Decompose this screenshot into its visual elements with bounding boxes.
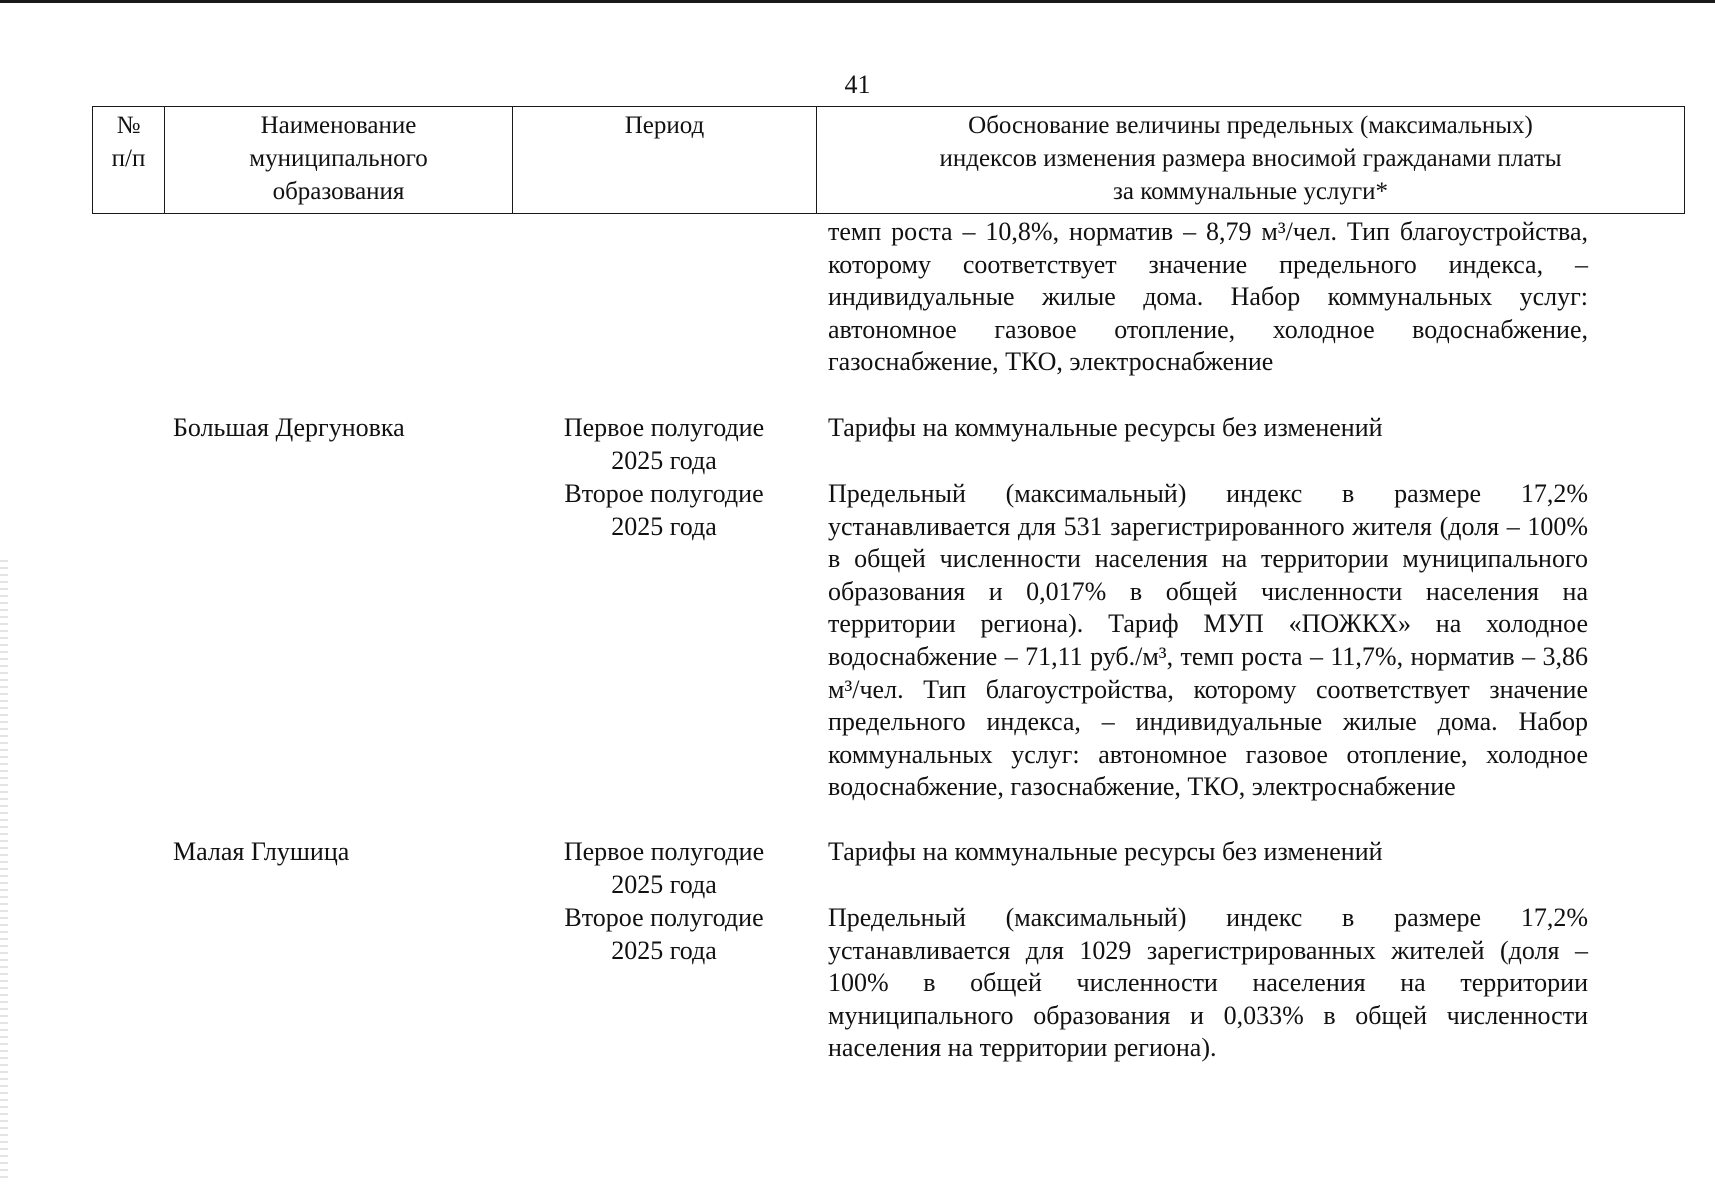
justification-text: Тарифы на коммунальные ресурсы без изменений — [828, 413, 1383, 442]
page-number: 41 — [844, 70, 871, 99]
scan-edge-artifact — [0, 560, 8, 1180]
municipality-name: Малая Глушица — [173, 837, 350, 866]
period-second-half: Второе полугодие 2025 года — [564, 479, 764, 541]
period-first-half: Первое полугодие 2025 года — [563, 413, 765, 475]
header-col-period: Период — [513, 107, 817, 214]
header-col-number: № п/п — [93, 107, 165, 214]
table-header — [92, 106, 1685, 214]
header-col-municipality: Наименование муниципального образования — [165, 107, 513, 214]
period-first-half: Первое полугодие 2025 года — [563, 837, 765, 899]
justification-text: Предельный (максимальный) индекс в размере 17,2% устанавливается для 531 зарегистрированного жителя (доля – 100% в общей численности населения на территории муниципального образования и 0,017% в общей численности населения на территории региона). Тариф МУП «ПОЖКХ» на холодное водоснабжение – 71,11 руб./м³, темп роста – 11,7%, норматив – 3,86 м³/чел. Тип благоустройства, которому соответствует значение предельного индекса, – индивидуальные жилые дома. Набор коммунальных услуг: автономное газовое отопление, холодное водоснабжение, газоснабжение, ТКО, электроснабжение — [828, 479, 1588, 802]
municipality-name: Большая Дергуновка — [173, 413, 405, 442]
continuation-text: темп роста – 10,8%, норматив – 8,79 м³/чел. Тип благоустройства, которому соответствует значение предельного индекса, – индивидуальные жилые дома. Набор коммунальных услуг: автономное газовое отопление, холодное водоснабжение, газоснабжение, ТКО, электроснабжение — [828, 217, 1588, 377]
justification-text: Тарифы на коммунальные ресурсы без изменений — [828, 837, 1383, 866]
period-second-half: Второе полугодие 2025 года — [564, 903, 764, 965]
justification-text: Предельный (максимальный) индекс в размере 17,2% устанавливается для 1029 зарегистрированных жителей (доля – 100% в общей численности населения на территории муниципального образования и 0,033% в общей численности населения на территории региона). — [828, 903, 1588, 1063]
scan-top-rule — [0, 0, 1715, 3]
header-col-justification: Обоснование величины предельных (максимальных) индексов изменения размера вносимой гражданами платы за коммунальные услуги* — [817, 107, 1685, 214]
